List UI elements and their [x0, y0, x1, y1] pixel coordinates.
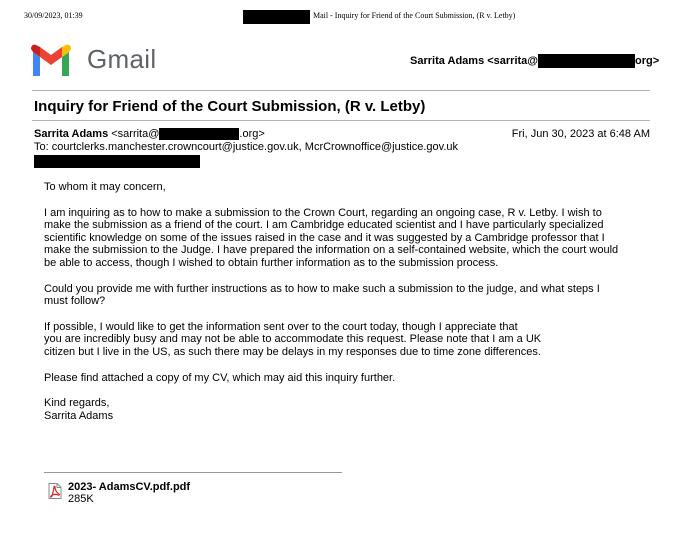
signature: Sarrita Adams [44, 409, 114, 422]
redaction-bar [34, 155, 200, 168]
sender-line [34, 128, 265, 140]
body-line: make the submission as a friend of the court. I am Cambridge educated scientist and I have particularly specialized [44, 219, 604, 232]
attachment-size: 285K [68, 493, 94, 505]
body-line: Could you provide me with further instructions as to how to make such a submission to the judge, and what steps I [44, 282, 600, 295]
divider [32, 120, 650, 121]
print-datetime: 30/09/2023, 01:39 [24, 11, 83, 20]
signoff: Kind regards, [44, 397, 110, 410]
sender-email-prefix: <sarrita@ [111, 128, 160, 140]
body-line: be able to access, though I wished to obtain further information as to the submission process. [44, 256, 499, 269]
body-line: you are incredibly busy and may not be able to accommodate this request. Please note that I am a UK [44, 333, 542, 346]
account-prefix: Sarrita Adams <sarrita@ [410, 54, 539, 67]
body-line: citizen but I live in the US, as such there may be delays in my responses due to time zone differences. [44, 345, 541, 358]
gmail-logo[interactable] [30, 42, 160, 78]
greeting: To whom it may concern, [44, 181, 166, 193]
redaction-bar [538, 54, 635, 68]
recipients-line: To: courtclerks.manchester.crowncourt@justice.gov.uk, McrCrownoffice@justice.gov.uk [34, 141, 458, 153]
print-title: Mail - Inquiry for Friend of the Court Submission, (R v. Letby) [313, 11, 516, 20]
divider [32, 90, 650, 91]
body-line: scientific knowledge on some of the issues raised in the case and it was suggested by a Cambridge professor that I [44, 231, 605, 244]
gmail-wordmark: Gmail [87, 44, 157, 74]
message-date: Fri, Jun 30, 2023 at 6:48 AM [511, 128, 650, 140]
body-paragraph-1 [44, 207, 649, 270]
gmail-m-icon [30, 44, 72, 76]
account-identity [410, 54, 659, 68]
print-header [0, 10, 681, 26]
attachment-filename[interactable]: 2023- AdamsCV.pdf.pdf [68, 481, 191, 493]
body-paragraph-3 [44, 321, 649, 359]
body-line: make the submission to the Judge. I have prepared the information on a self-contained website, which the court would [44, 244, 619, 257]
email-subject: Inquiry for Friend of the Court Submission, (R v. Letby) [34, 98, 426, 115]
email-body [44, 181, 649, 435]
sender-email-suffix: .org> [239, 128, 265, 140]
sender-name: Sarrita Adams [34, 128, 109, 140]
body-paragraph-2 [44, 283, 649, 308]
body-line: must follow? [44, 295, 106, 308]
attachment-divider [44, 472, 342, 473]
body-line: If possible, I would like to get the information sent over to the court today, though I appreciate that [44, 320, 518, 333]
body-line: I am inquiring as to how to make a submission to the Crown Court, regarding an ongoing case, R v. Letby. I wish to [44, 206, 602, 219]
redaction-bar [159, 128, 239, 140]
account-suffix: org> [635, 54, 660, 67]
body-paragraph-4: Please find attached a copy of my CV, which may aid this inquiry further. [44, 371, 396, 384]
closing [44, 397, 649, 422]
redaction-bar [243, 10, 310, 24]
pdf-icon [48, 483, 62, 499]
